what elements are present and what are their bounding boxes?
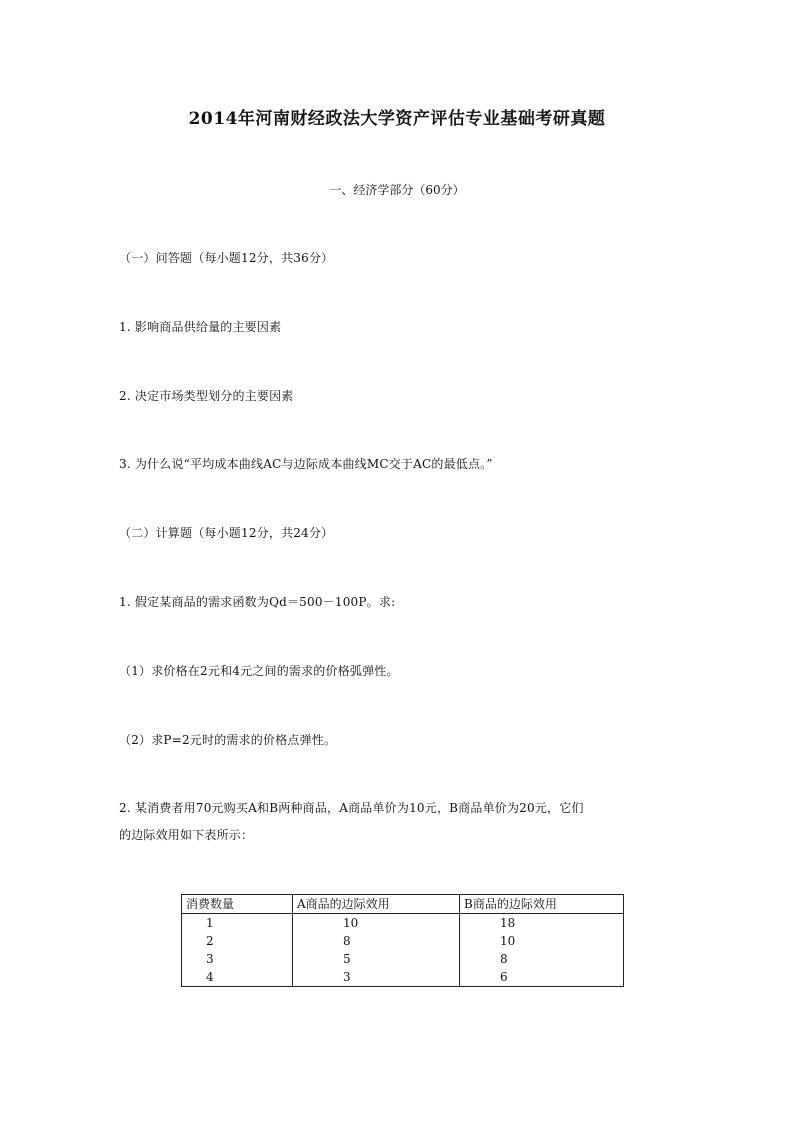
table-cell: 10 bbox=[460, 932, 624, 950]
calculation-2-line-2: 的边际效用如下表所示： bbox=[119, 828, 254, 842]
table-row bbox=[182, 914, 624, 933]
table-row bbox=[182, 932, 624, 950]
table-header-row bbox=[182, 895, 624, 914]
calculation-1-part-b: （2）求P=2元时的需求的价格点弹性。 bbox=[119, 733, 337, 747]
table-cell: 3 bbox=[182, 950, 293, 968]
calculation-1: 1. 假定某商品的需求函数为Qd＝500－100P。求: bbox=[119, 595, 396, 609]
document-title: 2014年河南财经政法大学资产评估专业基础考研真题 bbox=[188, 109, 606, 129]
table-row bbox=[182, 950, 624, 968]
table-cell: 1 bbox=[182, 914, 293, 933]
table-cell: 6 bbox=[460, 968, 624, 987]
table-row bbox=[182, 968, 624, 987]
column-header-quantity: 消费数量 bbox=[182, 895, 293, 914]
part-heading-calculations: （二）计算题（每小题12分，共24分） bbox=[119, 526, 334, 540]
table-cell: 18 bbox=[460, 914, 624, 933]
marginal-utility-table bbox=[181, 894, 624, 987]
column-header-b-utility: B商品的边际效用 bbox=[460, 895, 624, 914]
table-cell: 4 bbox=[182, 968, 293, 987]
table-cell: 8 bbox=[293, 932, 460, 950]
table-cell: 5 bbox=[293, 950, 460, 968]
table-cell: 3 bbox=[293, 968, 460, 987]
question-3: 3. 为什么说“平均成本曲线AC与边际成本曲线MC交于AC的最低点。” bbox=[119, 457, 493, 471]
calculation-2-line-1: 2. 某消费者用70元购买A和B两种商品，A商品单价为10元，B商品单价为20元，它们 bbox=[119, 801, 584, 815]
calculation-1-part-a: （1）求价格在2元和4元之间的需求的价格弧弹性。 bbox=[119, 664, 399, 678]
table-cell: 8 bbox=[460, 950, 624, 968]
question-2: 2. 决定市场类型划分的主要因素 bbox=[119, 389, 294, 403]
question-1: 1. 影响商品供给量的主要因素 bbox=[119, 320, 282, 334]
table-cell: 10 bbox=[293, 914, 460, 933]
table-cell: 2 bbox=[182, 932, 293, 950]
part-heading-questions: （一）问答题（每小题12分，共36分） bbox=[119, 251, 334, 265]
column-header-a-utility: A商品的边际效用 bbox=[293, 895, 460, 914]
section-heading-economics: 一、经济学部分（60分） bbox=[329, 183, 465, 197]
